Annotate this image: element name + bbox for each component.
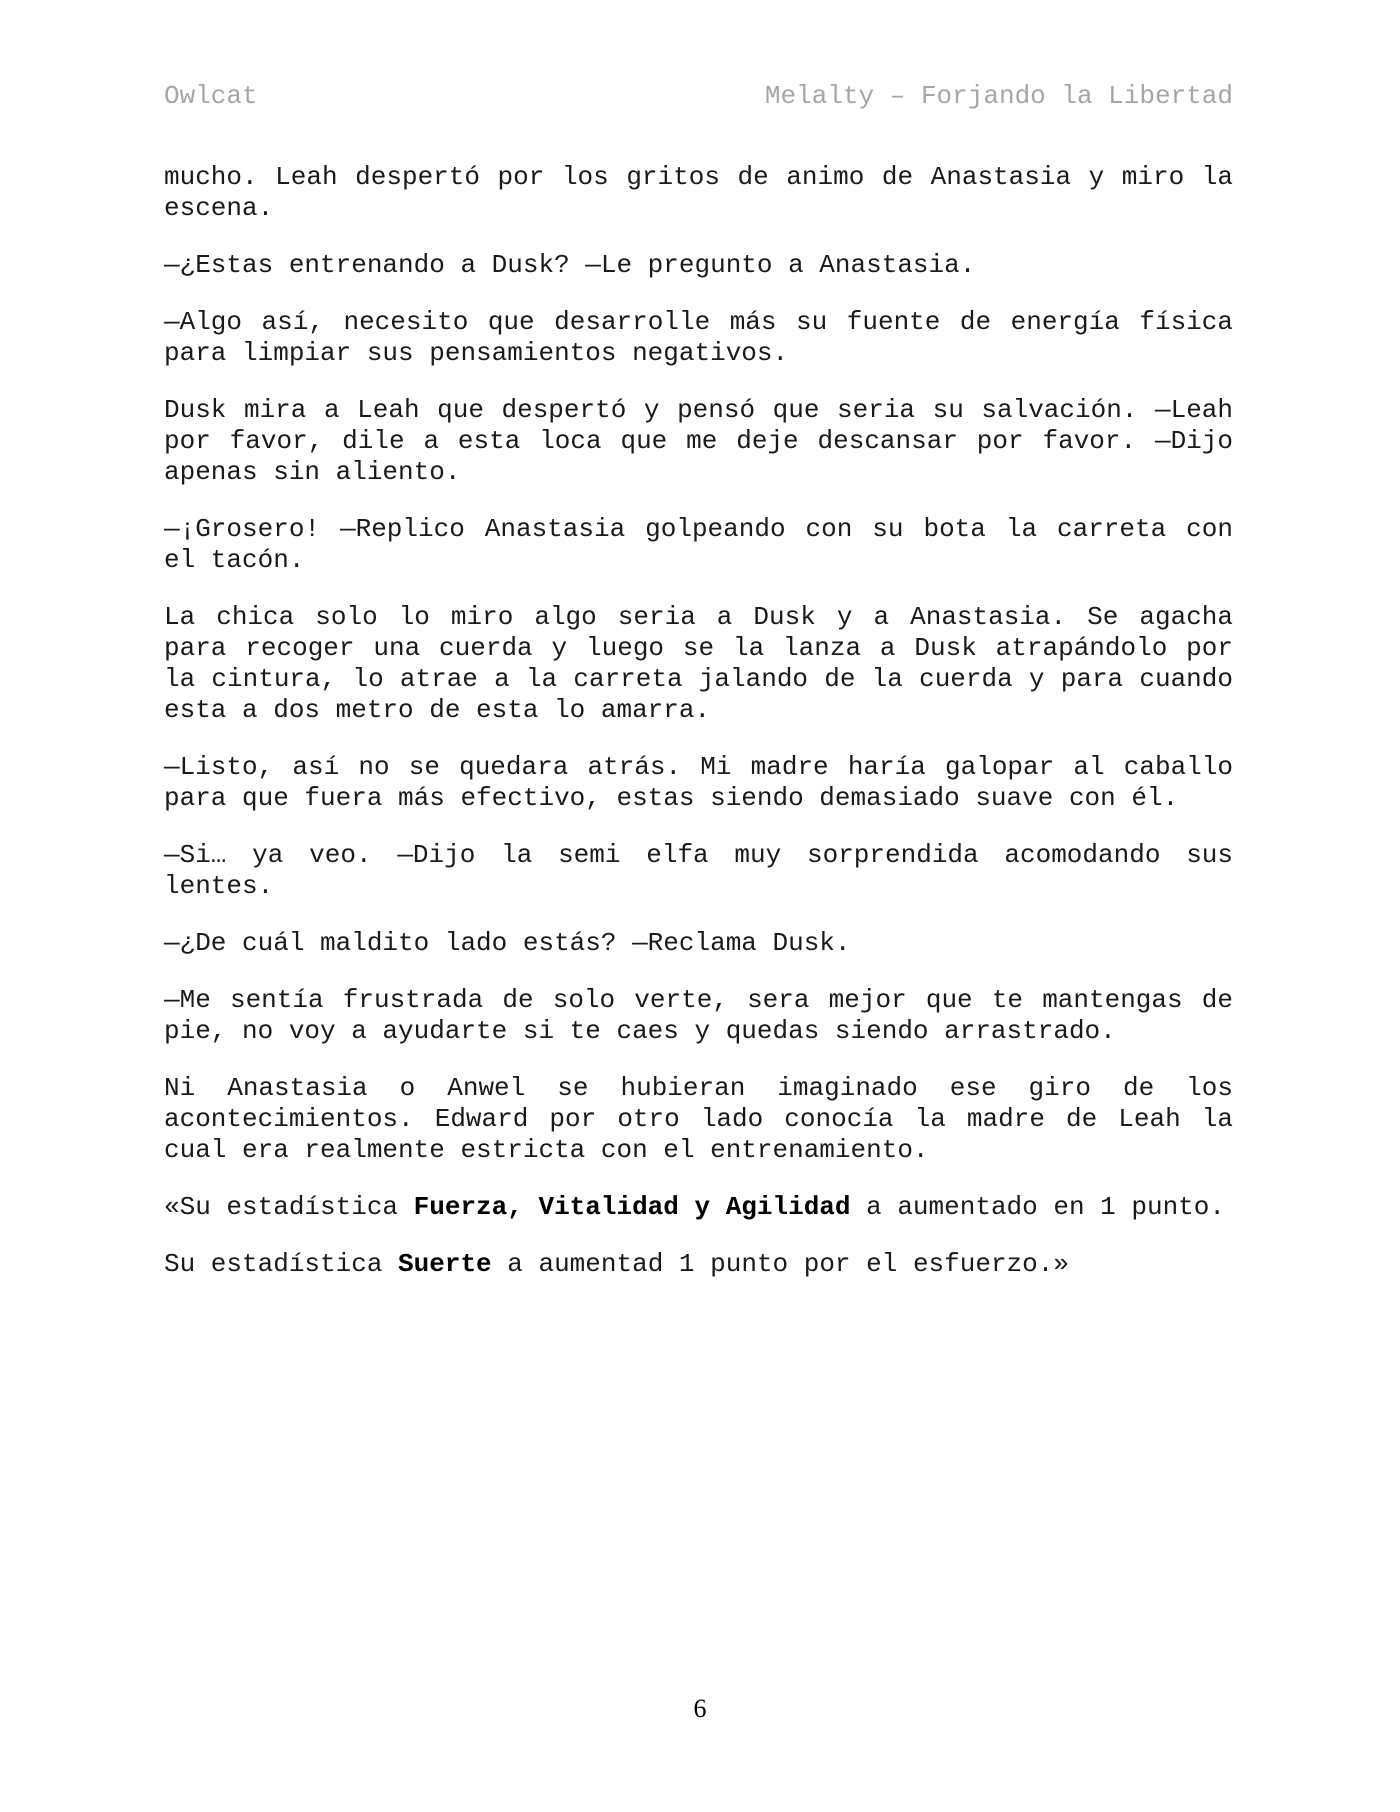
header-title: Melalty – Forjando la Libertad [764, 81, 1233, 111]
paragraph: La chica solo lo miro algo seria a Dusk y a Anastasia. Se agacha para recoger una cuerda y luego se la lanza a Dusk atrapándolo por la cintura, lo atrae a la carreta jalando de la cuerda y para cuando esta a dos metro de esta lo amarra. [164, 602, 1233, 725]
header-author: Owlcat [164, 81, 258, 111]
paragraph: —¡Grosero! —Replico Anastasia golpeando con su bota la carreta con el tacón. [164, 514, 1233, 575]
paragraph: —¿De cuál maldito lado estás? —Reclama Dusk. [164, 928, 851, 958]
paragraph: mucho. Leah despertó por los gritos de animo de Anastasia y miro la escena. [164, 162, 1233, 223]
stat-names: Fuerza, Vitalidad y Agilidad [413, 1192, 851, 1222]
stat-notice-prefix: Su estadística [164, 1249, 399, 1279]
paragraph: —Me sentía frustrada de solo verte, sera mejor que te mantengas de pie, no voy a ayudarte si te caes y quedas siendo arrastrado. [164, 985, 1233, 1046]
paragraph: —¿Estas entrenando a Dusk? —Le pregunto a Anastasia. [164, 250, 976, 280]
stat-notice-prefix: «Su estadística [164, 1192, 414, 1222]
paragraph: —Algo así, necesito que desarrolle más su fuente de energía física para limpiar sus pensamientos negativos. [164, 307, 1233, 368]
paragraph: Ni Anastasia o Anwel se hubieran imaginado ese giro de los acontecimientos. Edward por otro lado conocía la madre de Leah la cual era realmente estricta con el entrenamiento. [164, 1073, 1233, 1165]
paragraph: Dusk mira a Leah que despertó y pensó que seria su salvación. —Leah por favor, dile a esta loca que me deje descansar por favor. —Dijo apenas sin aliento. [164, 395, 1233, 487]
stat-notice-strength-vitality-agility [164, 1192, 1233, 1223]
running-header [164, 78, 1233, 114]
stat-notice-suffix: a aumentado en 1 punto. [850, 1192, 1225, 1222]
stat-names: Suerte [398, 1249, 492, 1279]
stat-notice-suffix: a aumentad 1 punto por el esfuerzo.» [491, 1249, 1069, 1279]
paragraph: —Si… ya veo. —Dijo la semi elfa muy sorprendida acomodando sus lentes. [164, 840, 1233, 901]
paragraph: —Listo, así no se quedara atrás. Mi madre haría galopar al caballo para que fuera más efectivo, estas siendo demasiado suave con él. [164, 752, 1233, 813]
page-number: 6 [693, 1694, 707, 1723]
stat-notice-luck [164, 1249, 1233, 1280]
body-text [164, 162, 1233, 1280]
